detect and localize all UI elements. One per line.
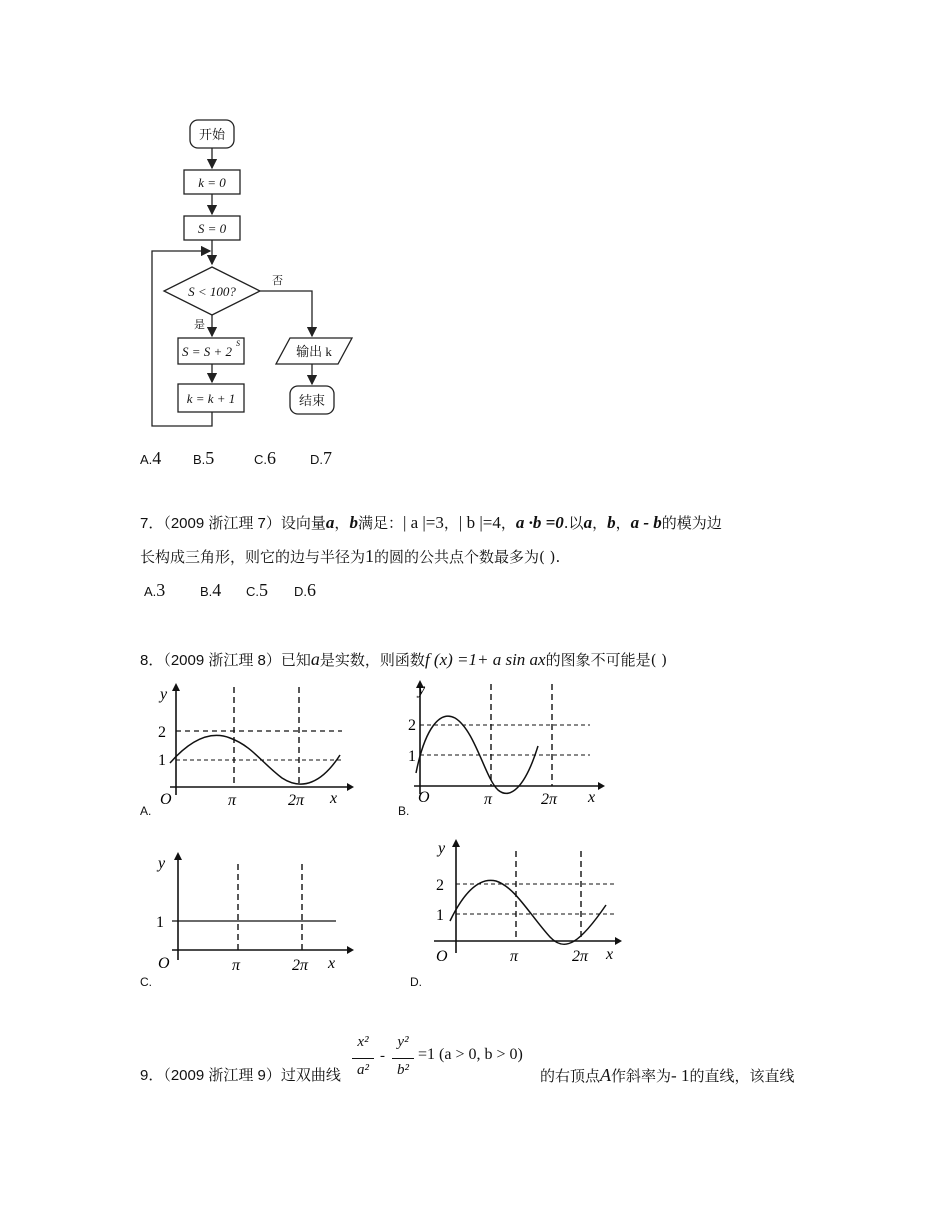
graph-b-tick-2: 2 xyxy=(408,717,416,734)
flow-update-k-text: k = k + 1 xyxy=(186,391,236,406)
frac1-den: a² xyxy=(357,1062,369,1078)
q9-minus: - xyxy=(380,1048,385,1064)
graph-d-option[interactable]: D. xyxy=(410,975,422,989)
q7-option-a[interactable]: A.3 xyxy=(144,580,166,600)
graph-b xyxy=(410,678,610,808)
flowchart xyxy=(140,110,370,440)
q7-option-b[interactable]: B.4 xyxy=(200,580,222,600)
graph-a-x-label: x xyxy=(330,790,338,807)
graph-b-tick-1: 1 xyxy=(408,748,416,765)
q7-line2: 长构成三角形，则它的边与半径为1的圆的公共点个数最多为( ). xyxy=(140,546,561,566)
flow-no-label: 否 xyxy=(272,275,283,287)
graph-b-y-label: y xyxy=(418,681,426,698)
flow-end-text: 结束 xyxy=(298,393,326,408)
graph-d-x-label: x xyxy=(606,946,614,963)
flow-update-s-text: S = S + 2 xyxy=(181,344,233,359)
q6-option-a[interactable]: A.4 xyxy=(140,448,162,468)
flow-s-init-text: S = 0 xyxy=(197,221,227,236)
q9-suffix: 的右顶点A作斜率为- 1的直线，该直线 xyxy=(540,1065,795,1085)
graph-a-option[interactable]: A. xyxy=(140,804,152,818)
graph-b-x-label: x xyxy=(588,789,596,806)
graph-c-origin: O xyxy=(158,955,170,972)
flow-yes-label: 是 xyxy=(194,319,205,331)
graph-c-option[interactable]: C. xyxy=(140,975,152,989)
q7-option-c[interactable]: C.5 xyxy=(246,580,268,600)
graph-c-2pi: 2π xyxy=(292,957,309,974)
graph-d-2pi: 2π xyxy=(572,948,589,965)
q6-option-c[interactable]: C.6 xyxy=(254,448,276,468)
graph-d-tick-2: 2 xyxy=(436,877,444,894)
graph-d-origin: O xyxy=(436,948,448,965)
graph-a-pi: π xyxy=(228,792,237,809)
flow-start-text: 开始 xyxy=(198,127,226,142)
frac1-num: x² xyxy=(357,1034,369,1050)
graph-b-option[interactable]: B. xyxy=(398,804,410,818)
graph-d-tick-1: 1 xyxy=(436,907,444,924)
flow-k-init-text: k = 0 xyxy=(198,175,226,190)
graph-b-pi: π xyxy=(484,791,493,808)
graph-a-2pi: 2π xyxy=(288,792,305,809)
q9-prefix: 9．（2009 浙江理 9）过双曲线 xyxy=(140,1066,341,1084)
q9-hyperbola-equation xyxy=(352,1034,538,1090)
q7-option-d[interactable]: D.6 xyxy=(294,580,316,600)
frac2-num: y² xyxy=(397,1034,409,1050)
graph-a-origin: O xyxy=(160,791,172,808)
graph-c-pi: π xyxy=(232,957,241,974)
graph-c-y-label: y xyxy=(158,855,166,872)
graph-d-pi: π xyxy=(510,948,519,965)
graph-b-2pi: 2π xyxy=(541,791,558,808)
flow-output-text: 输出 k xyxy=(296,344,332,359)
frac2-den: b² xyxy=(397,1062,409,1078)
flow-update-s-exp: S xyxy=(236,339,240,348)
graph-b-origin: O xyxy=(418,789,430,806)
graph-c xyxy=(152,850,352,975)
q6-option-b[interactable]: B.5 xyxy=(193,448,215,468)
graph-a xyxy=(152,683,352,808)
q6-option-d[interactable]: D.7 xyxy=(310,448,332,468)
graph-d xyxy=(430,835,630,970)
graph-c-x-label: x xyxy=(328,955,336,972)
graph-d-y-label: y xyxy=(438,840,446,857)
q7-line1: 7．（2009 浙江理 7）设向量a，b满足：| a |=3，| b |=4，a ·b =0.以a，b，a - b的模为边 xyxy=(140,513,722,532)
q8-stem: 8．（2009 浙江理 8）已知a是实数，则函数f (x) =1+ a sin ax的图象不可能是( ) xyxy=(140,649,668,669)
flow-condition-text: S < 100? xyxy=(188,284,236,299)
graph-a-tick-2: 2 xyxy=(158,724,166,741)
graph-c-tick-1: 1 xyxy=(156,914,164,931)
graph-a-y-label: y xyxy=(160,686,168,703)
graph-a-tick-1: 1 xyxy=(158,752,166,769)
q9-eq-rhs: =1 (a > 0, b > 0) xyxy=(418,1046,523,1063)
